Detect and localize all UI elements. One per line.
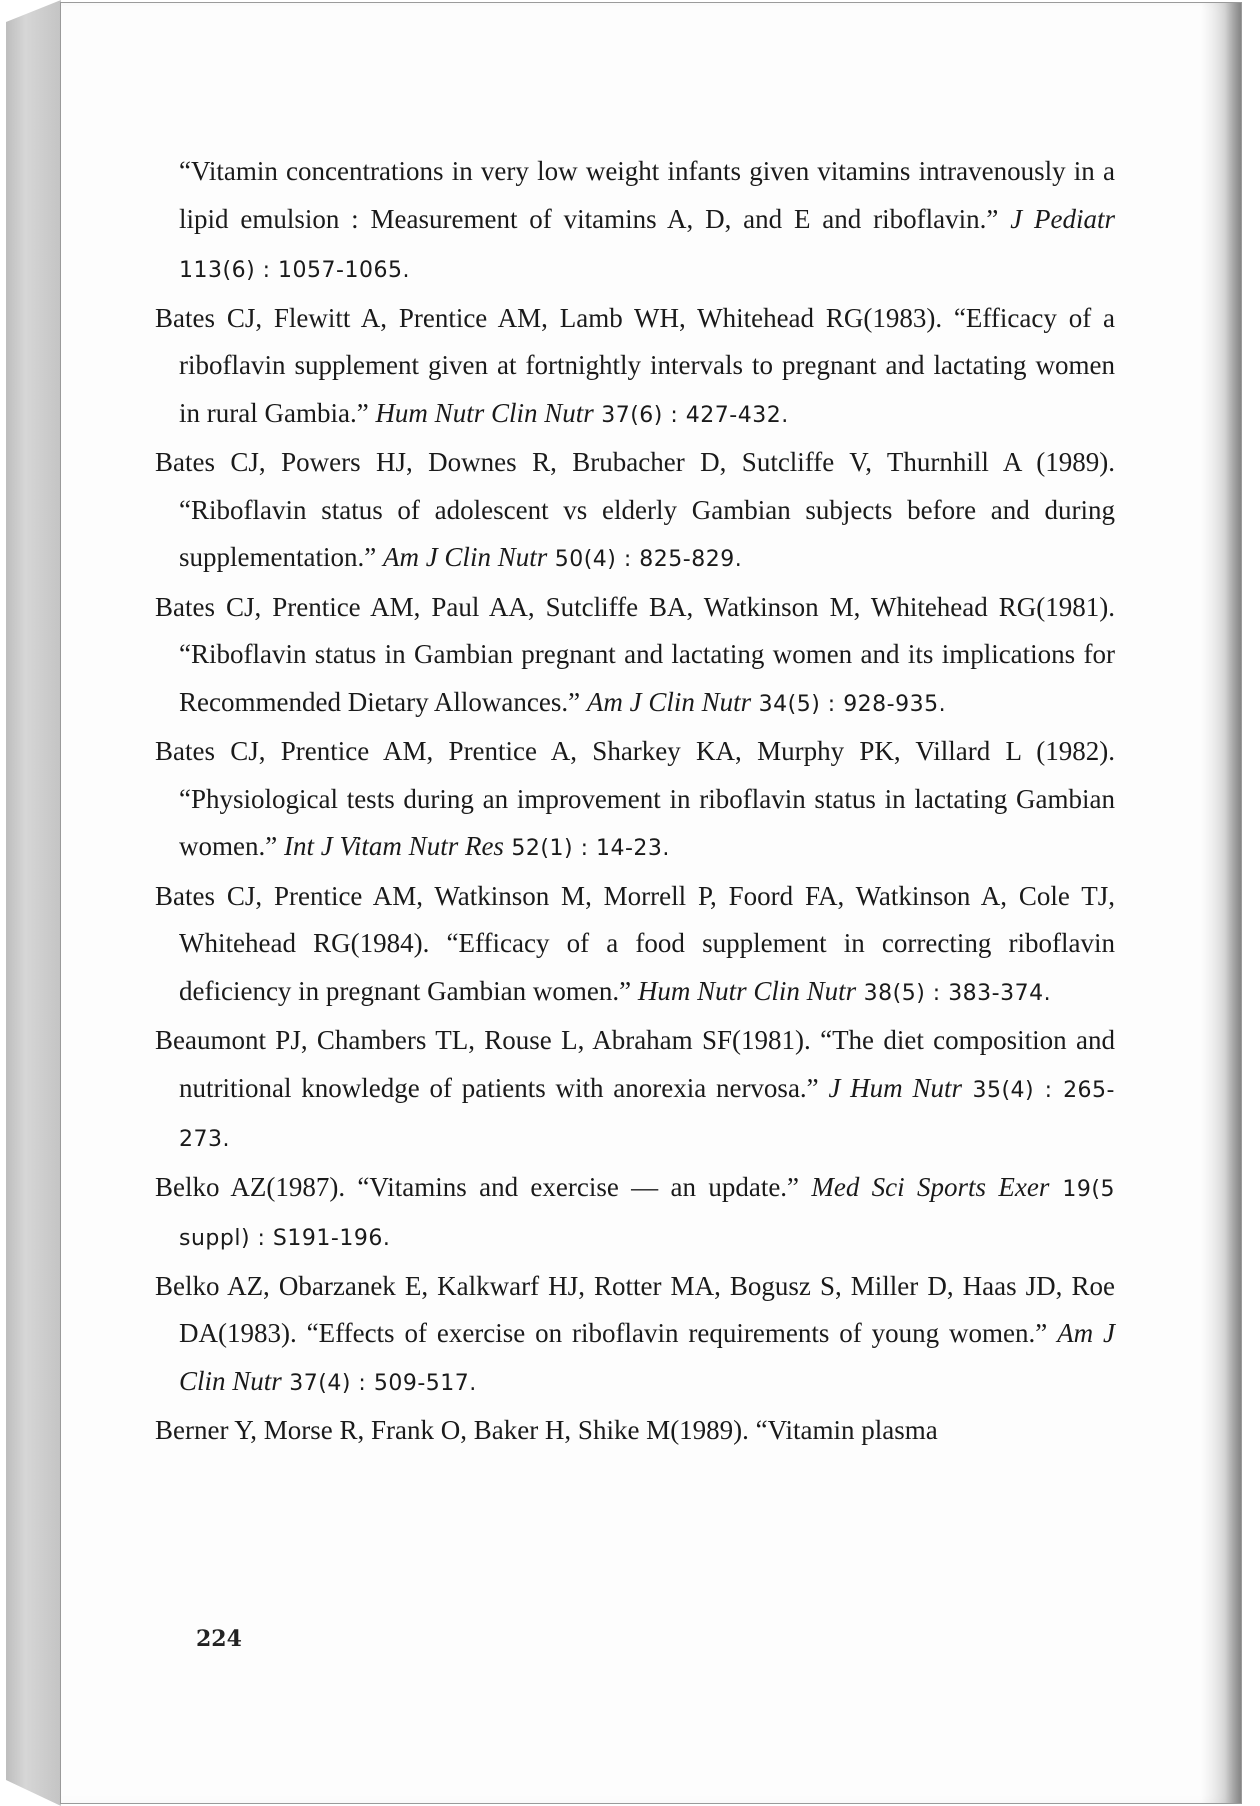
page-number: 224 xyxy=(196,1626,242,1652)
book-page-edge xyxy=(6,0,62,1806)
page-gutter-shadow xyxy=(1201,3,1241,1803)
reference-entry: Belko AZ, Obarzanek E, Kalkwarf HJ, Rotter MA, Bogusz S, Miller D, Haas JD, Roe DA(1983). “Effects of exercise on riboflavin requirements of young women.” Am J Clin Nutr 37(4) : 509-517. xyxy=(155,1270,1115,1396)
reference-entry: “Vitamin concentrations in very low weight infants given vitamins intravenously in a lipid emulsion : Measurement of vitamins A, D, and E and riboflavin.” J Pediatr 113(6) : 1057-1065. xyxy=(179,156,1115,283)
reference-entry: Beaumont PJ, Chambers TL, Rouse L, Abraham SF(1981). “The diet composition and nutritional knowledge of patients with anorexia nervosa.” J Hum Nutr 35(4) : 265-273. xyxy=(155,1025,1115,1152)
reference-entry: Bates CJ, Prentice AM, Prentice A, Sharkey KA, Murphy PK, Villard L (1982). “Physiological tests during an improvement in riboflavin status in lactating Gambian women.” Int J Vitam Nutr Res 52(1) : 14-23. xyxy=(155,736,1115,861)
reference-entry: Berner Y, Morse R, Frank O, Baker H, Shike M(1989). “Vitamin plasma xyxy=(155,1415,938,1445)
reference-entry: Belko AZ(1987). “Vitamins and exercise — an update.” Med Sci Sports Exer 19(5 suppl) : S191-196. xyxy=(155,1171,1115,1251)
reference-entry: Bates CJ, Powers HJ, Downes R, Brubacher D, Sutcliffe V, Thurnhill A (1989). “Riboflavin status of adolescent vs elderly Gambian subjects before and during supplementation.” Am J Clin Nutr 50(4) : 825-829. xyxy=(155,447,1115,572)
reference-entry: Bates CJ, Prentice AM, Watkinson M, Morrell P, Foord FA, Watkinson A, Cole TJ, Whitehead RG(1984). “Efficacy of a food supplement in correcting riboflavin deficiency in pregnant Gambian women.” Hum Nutr Clin Nutr 38(5) : 383-374. xyxy=(155,880,1115,1006)
reference-entry: Bates CJ, Flewitt A, Prentice AM, Lamb WH, Whitehead RG(1983). “Efficacy of a riboflavin supplement given at fortnightly intervals to pregnant and lactating women in rural Gambia.” Hum Nutr Clin Nutr 37(6) : 427-432. xyxy=(155,302,1115,428)
reference-list xyxy=(155,148,1115,1457)
reference-entry: Bates CJ, Prentice AM, Paul AA, Sutcliffe BA, Watkinson M, Whitehead RG(1981). “Riboflavin status in Gambian pregnant and lactating women and its implications for Recommended Dietary Allowances.” Am J Clin Nutr 34(5) : 928-935. xyxy=(155,591,1115,717)
